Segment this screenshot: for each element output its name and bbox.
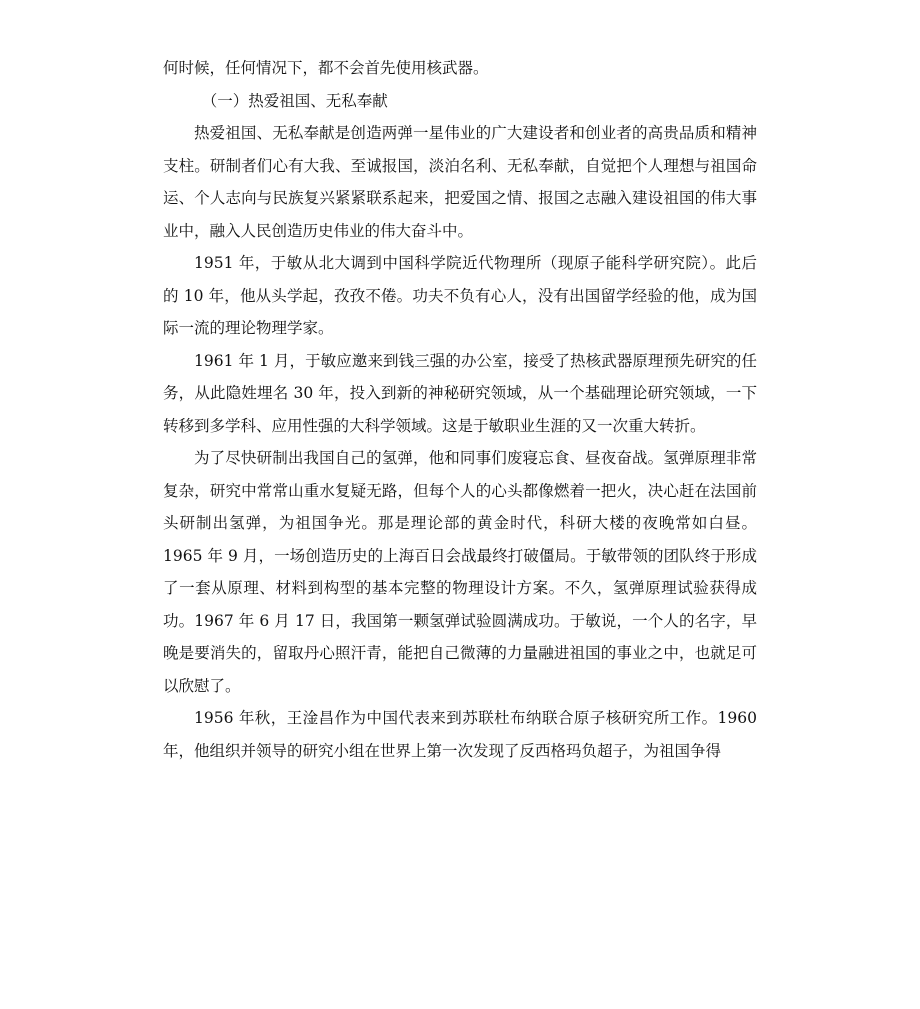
body-paragraph: 1956 年秋，王淦昌作为中国代表来到苏联杜布纳联合原子核研究所工作。1960 年，他组织并领导的研究小组在世界上第一次发现了反西格玛负超子，为祖国争得 [163,709,757,760]
body-paragraph: 1961 年 1 月，于敏应邀来到钱三强的办公室，接受了热核武器原理预先研究的任务，从此隐姓埋名 30 年，投入到新的神秘研究领域，从一个基础理论研究领域，一下转移到多学科、应用性强的大科学领域。这是于敏职业生涯的又一次重大转折。 [163,351,757,435]
body-paragraph: 热爱祖国、无私奉献是创造两弹一星伟业的广大建设者和创业者的高贵品质和精神支柱。研制者们心有大我、至诚报国，淡泊名利、无私奉献，自觉把个人理想与祖国命运、个人志向与民族复兴紧紧联系起来，把爱国之情、报国之志融入建设祖国的伟大事业中，融入人民创造历史伟业的伟大奋斗中。 [163,124,757,240]
body-paragraph: 1951 年，于敏从北大调到中国科学院近代物理所（现原子能科学研究院）。此后的 10 年，他从头学起，孜孜不倦。功夫不负有心人，没有出国留学经验的他，成为国际一流的理论物理学家。 [163,254,757,337]
document-page [163,52,757,767]
continuation-text: 何时候，任何情况下，都不会首先使用核武器。 [163,59,489,77]
section-heading: （一）热爱祖国、无私奉献 [201,91,388,110]
body-paragraph: 为了尽快研制出我国自己的氢弹，他和同事们废寝忘食、昼夜奋战。氢弹原理非常复杂，研究中常常山重水复疑无路，但每个人的心头都像燃着一把火，决心赶在法国前头研制出氢弹，为祖国争光。那是理论部的黄金时代，科研大楼的夜晚常如白昼。1965 年 9 月，一场创造历史的上海百日会战最终打破僵局。于敏带领的团队终于形成了一套从原理、材料到构型的基本完整的物理设计方案。不久，氢弹原理试验获得成功。1967 年 6 月 17 日，我国第一颗氢弹试验圆满成功。于敏说，一个人的名字，早晚是要消失的，留取丹心照汗青，能把自己微薄的力量融进祖国的事业之中，也就足可以欣慰了。 [163,449,757,695]
